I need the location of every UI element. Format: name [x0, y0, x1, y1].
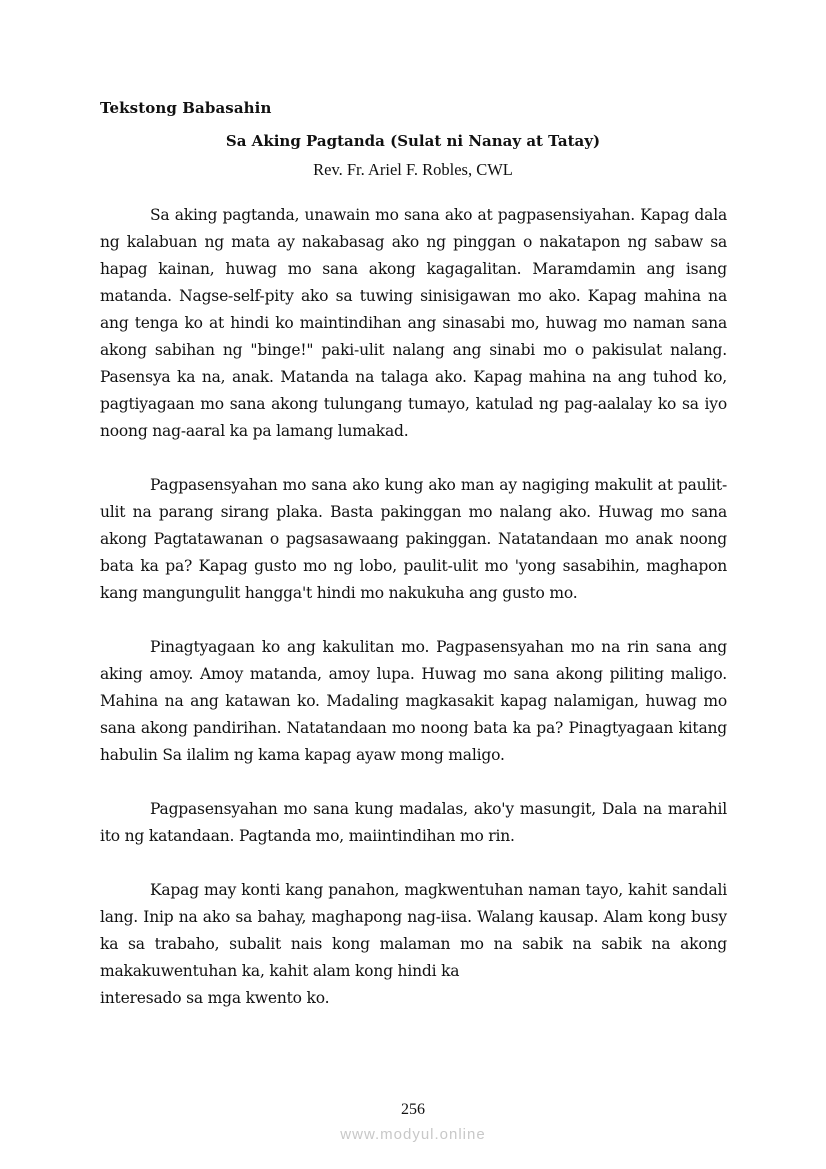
document-body — [100, 202, 727, 1012]
section-label: Tekstong Babasahin — [100, 99, 272, 117]
paragraph-5-last-line: interesado sa mga kwento ko. — [100, 989, 330, 1007]
paragraph-2: Pagpasensyahan mo sana ako kung ako man ay nagiging makulit at paulit-ulit na parang sirang plaka. Basta pakinggan mo nalang ako. Huwag mo sana akong Pagtatawanan o pagsasawaang pakinggan. Natatandaan mo anak noong bata ka pa? Kapag gusto mo ng lobo, paulit-ulit mo 'yong sasabihin, maghapon kang mangungulit hangga't hindi mo nakukuha ang gusto mo. — [100, 476, 727, 602]
paragraph-3: Pinagtyagaan ko ang kakulitan mo. Pagpasensyahan mo na rin sana ang aking amoy. Amoy matanda, amoy lupa. Huwag mo sana akong piliting maligo. Mahina na ang katawan ko. Madaling magkasakit kapag nalamigan, huwag mo sana akong pandirihan. Natatandaan mo noong bata ka pa? Pinagtyagaan kitang habulin Sa ilalim ng kama kapag ayaw mong maligo. — [100, 638, 727, 764]
document-title: Sa Aking Pagtanda (Sulat ni Nanay at Tatay) — [225, 132, 601, 150]
paragraph-1: Sa aking pagtanda, unawain mo sana ako at pagpasensiyahan. Kapag dala ng kalabuan ng mata ay nakabasag ako ng pinggan o nakatapon ng sabaw sa hapag kainan, huwag mo sana akong kagagalitan. Maramdamin ang isang matanda. Nagse-self-pity ako sa tuwing sinisigawan mo ako. Kapag mahina na ang tenga ko at hindi ko maintindihan ang sinasabi mo, huwag mo naman sana akong sabihan ng "binge!" paki-ulit nalang ang sinabi mo o pakisulat nalang. Pasensya ka na, anak. Matanda na talaga ako. Kapag mahina na ang tuhod ko, pagtiyagaan mo sana akong tulungang tumayo, katulad ng pag-aalalay ko sa iyo noong nag-aaral ka pa lamang lumakad. — [100, 206, 727, 440]
paragraph-5: Kapag may konti kang panahon, magkwentuhan naman tayo, kahit sandali lang. Inip na ako sa bahay, maghapong nag-iisa. Walang kausap. Alam kong busy ka sa trabaho, subalit nais kong malaman mo na sabik na sabik na akong makakuwentuhan ka, kahit alam kong hindi ka — [100, 881, 727, 980]
page-number: 256 — [401, 1101, 425, 1118]
watermark: www.modyul.online — [340, 1126, 486, 1143]
document-author: Rev. Fr. Ariel F. Robles, CWL — [313, 160, 513, 179]
paragraph-4: Pagpasensyahan mo sana kung madalas, ako'y masungit, Dala na marahil ito ng katandaan. Pagtanda mo, maiintindihan mo rin. — [100, 800, 727, 845]
